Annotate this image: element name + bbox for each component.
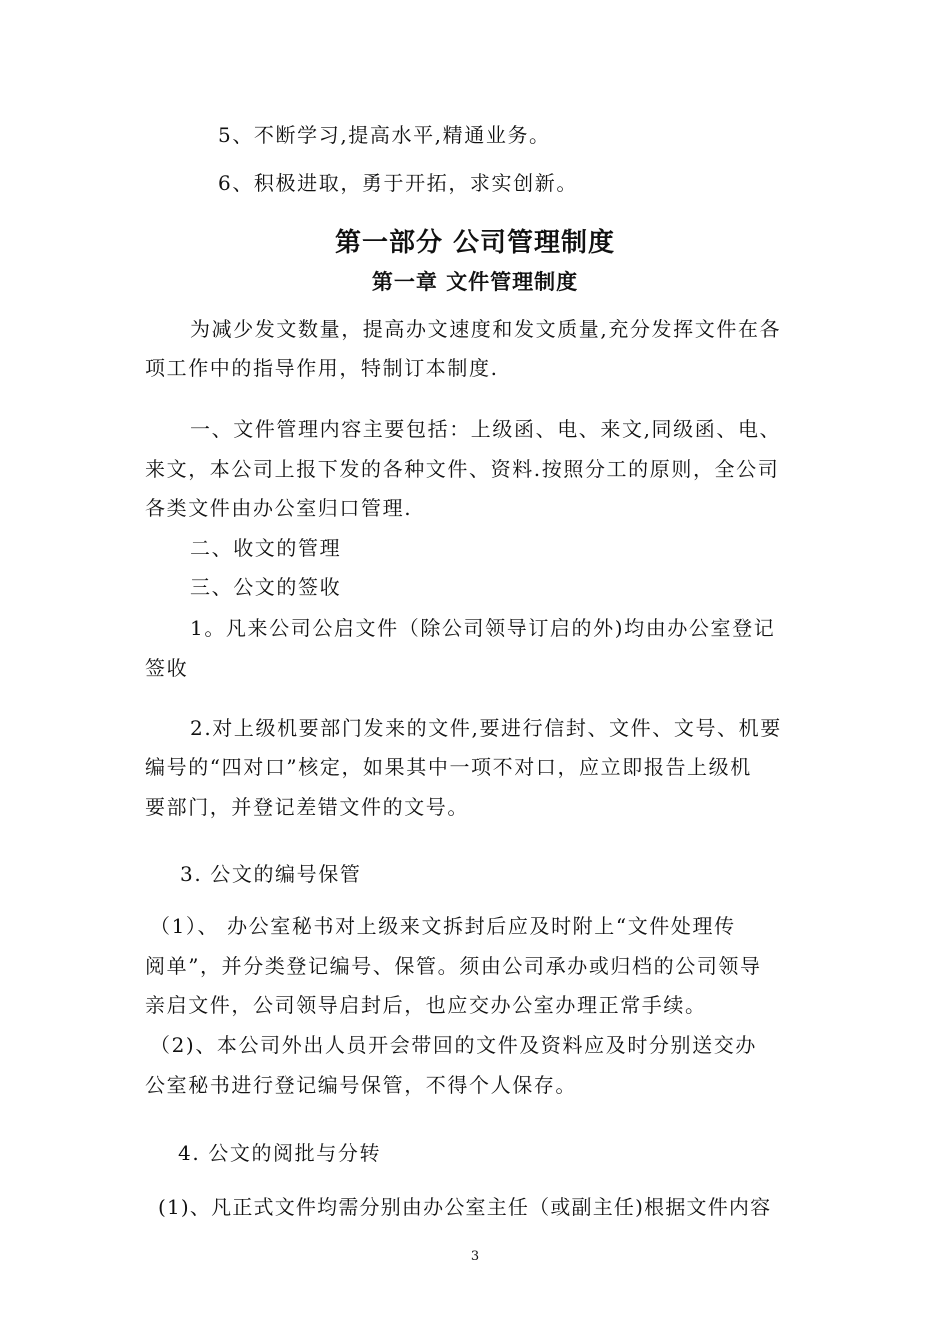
item-4-heading: 4. 公文的阅批与分转 [178,1141,382,1165]
item-2-line-3: 要部门，并登记差错文件的文号。 [145,795,469,819]
item-1-line-1: 1。凡来公司公启文件（除公司领导订启的外)均由办公室登记 [190,616,776,640]
section-2-heading: 二、收文的管理 [190,536,342,560]
page-number: 3 [470,1249,480,1264]
item-3-1-line-2: 阅单”，并分类登记编号、保管。须由公司承办或归档的公司领导 [145,954,762,978]
list-item-5: 5、不断学习,提高水平,精通业务。 [218,123,551,147]
section-3-heading: 三、公文的签收 [190,575,342,599]
item-2-line-2: 编号的“四对口”核定，如果其中一项不对口，应立即报告上级机 [145,755,752,779]
list-item-6: 6、积极进取，勇于开拓，求实创新。 [218,171,578,195]
item-3-1-line-3: 亲启文件，公司领导启封后，也应交办公室办理正常手续。 [145,993,707,1017]
item-3-2-line-2: 公室秘书进行登记编号保管，不得个人保存。 [145,1073,577,1097]
item-4-1-line-1: (1)、凡正式文件均需分别由办公室主任（或副主任)根据文件内容 [158,1195,772,1219]
item-1-line-2: 签收 [145,656,189,680]
item-3-2-line-1: （2)、本公司外出人员开会带回的文件及资料应及时分别送交办 [150,1033,757,1057]
item-3-heading: 3. 公文的编号保管 [180,862,362,886]
item-2-line-1: 2.对上级机要部门发来的文件,要进行信封、文件、文号、机要 [190,716,782,740]
section-1-line-2: 来文，本公司上报下发的各种文件、资料.按照分工的原则，全公司 [145,457,780,481]
intro-line-2: 项工作中的指导作用，特制订本制度. [145,356,499,380]
chapter-heading: 第一章 文件管理制度 [371,270,579,294]
section-1-line-3: 各类文件由办公室归口管理. [145,496,413,520]
item-3-1-line-1: （1）、 办公室秘书对上级来文拆封后应及时附上“文件处理传 [150,914,736,938]
section-1-line-1: 一、文件管理内容主要包括：上级函、电、来文,同级函、电、 [190,417,782,441]
part-heading: 第一部分 公司管理制度 [334,228,616,258]
intro-line-1: 为减少发文数量，提高办文速度和发文质量,充分发挥文件在各 [190,317,782,341]
